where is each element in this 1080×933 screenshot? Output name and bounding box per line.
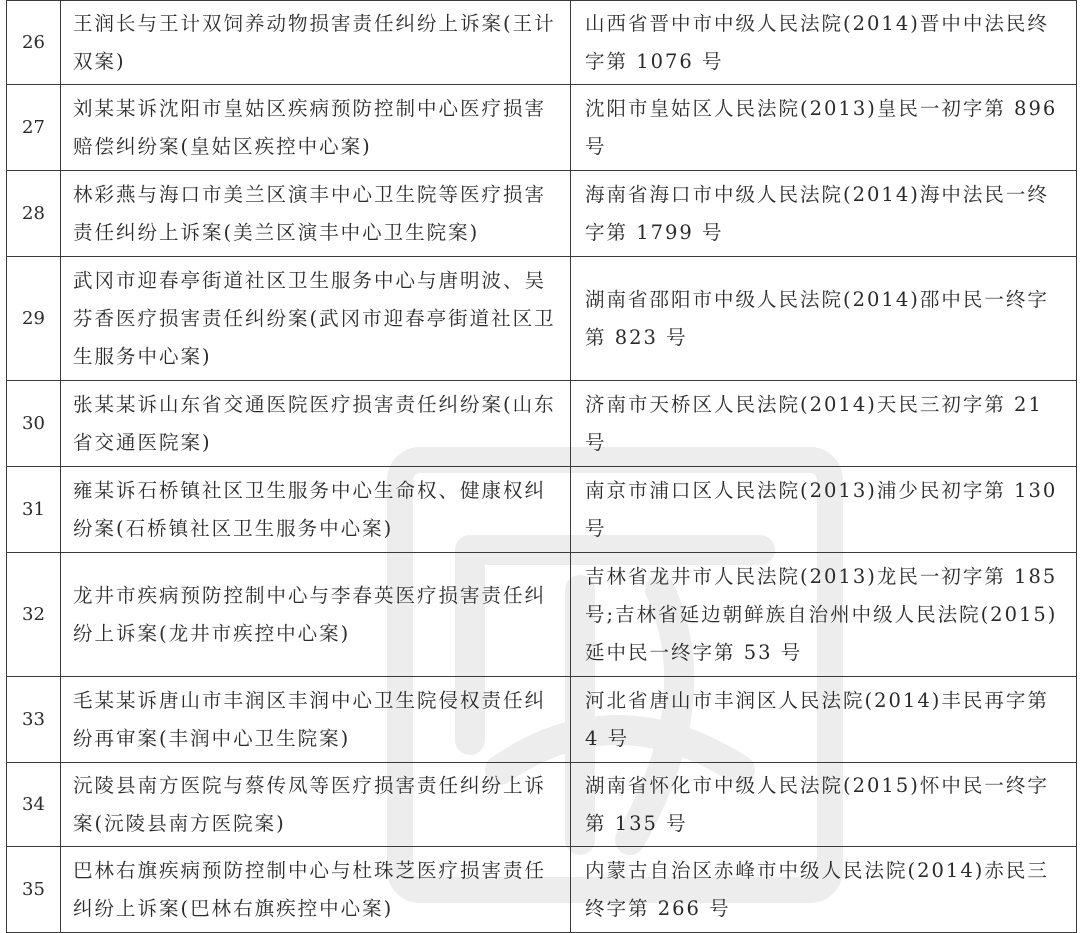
table-row bbox=[7, 677, 1077, 763]
case-name: 刘某某诉沈阳市皇姑区疾病预防控制中心医疗损害赔偿纠纷案(皇姑区疾控中心案) bbox=[61, 85, 571, 171]
case-name: 巴林右旗疾病预防控制中心与杜珠芝医疗损害责任纠纷上诉案(巴林右旗疾控中心案) bbox=[61, 847, 571, 933]
court-citation: 吉林省龙井市人民法院(2013)龙民一初字第 185 号;吉林省延边朝鲜族自治州中级人民法院(2015)延中民一终字第 53 号 bbox=[571, 553, 1077, 677]
table-row bbox=[7, 1, 1077, 85]
case-number: 26 bbox=[7, 1, 61, 85]
case-number: 34 bbox=[7, 763, 61, 847]
case-table bbox=[6, 0, 1077, 933]
table-row bbox=[7, 553, 1077, 677]
table-row bbox=[7, 847, 1077, 933]
case-name: 沅陵县南方医院与蔡传凤等医疗损害责任纠纷上诉案(沅陵县南方医院案) bbox=[61, 763, 571, 847]
court-citation: 湖南省邵阳市中级人民法院(2014)邵中民一终字第 823 号 bbox=[571, 257, 1077, 381]
court-citation: 济南市天桥区人民法院(2014)天民三初字第 21 号 bbox=[571, 381, 1077, 467]
court-citation: 山西省晋中市中级人民法院(2014)晋中中法民终字第 1076 号 bbox=[571, 1, 1077, 85]
court-citation: 南京市浦口区人民法院(2013)浦少民初字第 130 号 bbox=[571, 467, 1077, 553]
table-row bbox=[7, 467, 1077, 553]
case-name: 龙井市疾病预防控制中心与李春英医疗损害责任纠纷上诉案(龙井市疾控中心案) bbox=[61, 553, 571, 677]
case-number: 33 bbox=[7, 677, 61, 763]
court-citation: 海南省海口市中级人民法院(2014)海中法民一终字第 1799 号 bbox=[571, 171, 1077, 257]
case-name: 林彩燕与海口市美兰区演丰中心卫生院等医疗损害责任纠纷上诉案(美兰区演丰中心卫生院案) bbox=[61, 171, 571, 257]
table-row bbox=[7, 171, 1077, 257]
case-number: 27 bbox=[7, 85, 61, 171]
case-name: 武冈市迎春亭街道社区卫生服务中心与唐明波、吴芬香医疗损害责任纠纷案(武冈市迎春亭街道社区卫生服务中心案) bbox=[61, 257, 571, 381]
court-citation: 湖南省怀化市中级人民法院(2015)怀中民一终字第 135 号 bbox=[571, 763, 1077, 847]
case-number: 32 bbox=[7, 553, 61, 677]
case-name: 王润长与王计双饲养动物损害责任纠纷上诉案(王计双案) bbox=[61, 1, 571, 85]
case-number: 28 bbox=[7, 171, 61, 257]
case-name: 雍某诉石桥镇社区卫生服务中心生命权、健康权纠纷案(石桥镇社区卫生服务中心案) bbox=[61, 467, 571, 553]
case-number: 31 bbox=[7, 467, 61, 553]
table-row bbox=[7, 85, 1077, 171]
case-number: 29 bbox=[7, 257, 61, 381]
case-name: 毛某某诉唐山市丰润区丰润中心卫生院侵权责任纠纷再审案(丰润中心卫生院案) bbox=[61, 677, 571, 763]
table-row bbox=[7, 763, 1077, 847]
court-citation: 沈阳市皇姑区人民法院(2013)皇民一初字第 896 号 bbox=[571, 85, 1077, 171]
table-row bbox=[7, 381, 1077, 467]
case-number: 35 bbox=[7, 847, 61, 933]
court-citation: 内蒙古自治区赤峰市中级人民法院(2014)赤民三终字第 266 号 bbox=[571, 847, 1077, 933]
case-number: 30 bbox=[7, 381, 61, 467]
case-name: 张某某诉山东省交通医院医疗损害责任纠纷案(山东省交通医院案) bbox=[61, 381, 571, 467]
court-citation: 河北省唐山市丰润区人民法院(2014)丰民再字第 4 号 bbox=[571, 677, 1077, 763]
table-row bbox=[7, 257, 1077, 381]
